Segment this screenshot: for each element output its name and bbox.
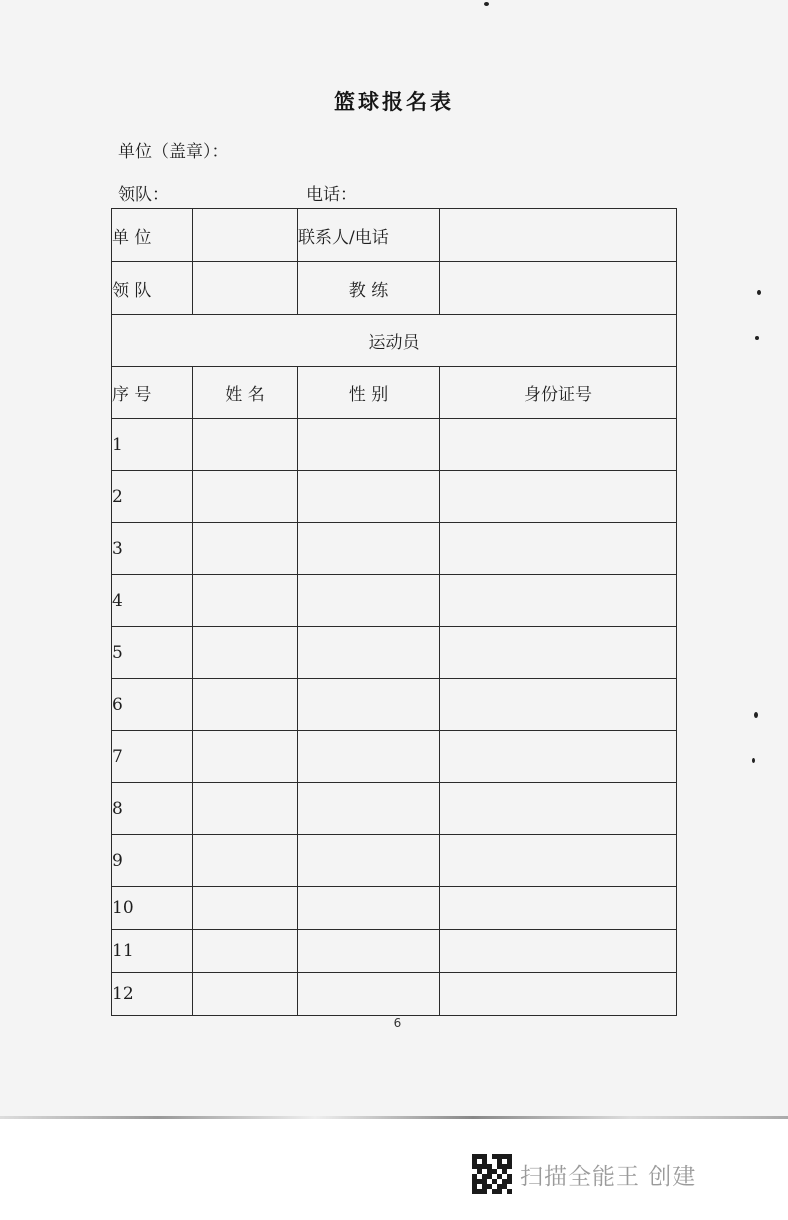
page-number: 6: [393, 1016, 402, 1030]
row-number: 11: [112, 930, 193, 973]
row-number: 1: [112, 419, 193, 471]
table-row: [112, 523, 677, 575]
table-row: [112, 835, 677, 887]
table-row: [112, 575, 677, 627]
leader-row: [112, 262, 677, 315]
row-number: 8: [112, 783, 193, 835]
table-row: [112, 419, 677, 471]
athletes-section-heading: 运动员: [112, 315, 677, 367]
athletes-header-row: [112, 367, 677, 419]
table-row: [112, 679, 677, 731]
row-number: 10: [112, 887, 193, 930]
page-bottom-edge: [0, 1116, 788, 1119]
scan-speck: [755, 336, 759, 340]
header-seq: 序 号: [112, 367, 193, 419]
table-row: [112, 930, 677, 973]
row-number: 6: [112, 679, 193, 731]
scan-speck: [754, 712, 758, 718]
athletes-section-row: [112, 315, 677, 367]
team-leader-label: 领队：: [118, 185, 169, 205]
table-row: [112, 627, 677, 679]
leader-cell-label: 领 队: [112, 262, 193, 315]
row-number: 2: [112, 471, 193, 523]
page-title: 篮球报名表: [334, 89, 454, 114]
table-row: [112, 731, 677, 783]
row-number: 9: [112, 835, 193, 887]
qr-code-icon: [472, 1154, 512, 1194]
scan-speck: [752, 758, 755, 763]
table-row: [112, 973, 677, 1016]
row-number: 5: [112, 627, 193, 679]
table-row: [112, 471, 677, 523]
scan-speck: [484, 2, 489, 6]
header-gender: 性 别: [298, 367, 440, 419]
unit-cell-label: 单 位: [112, 209, 193, 262]
contact-value-cell: [440, 209, 677, 262]
row-number: 12: [112, 973, 193, 1016]
leader-value-cell: [193, 262, 298, 315]
row-number: 4: [112, 575, 193, 627]
table-row: [112, 887, 677, 930]
registration-table: [111, 208, 677, 1016]
table-row: [112, 783, 677, 835]
scan-speck: [757, 290, 761, 295]
unit-value-cell: [193, 209, 298, 262]
watermark-text: 扫描全能王 创建: [520, 1163, 697, 1190]
scanner-watermark: [472, 1153, 696, 1195]
header-id-number: 身份证号: [440, 367, 677, 419]
unit-stamp-label: 单位（盖章）：: [118, 142, 229, 162]
row-number: 7: [112, 731, 193, 783]
header-name: 姓 名: [193, 367, 298, 419]
unit-row: [112, 209, 677, 262]
phone-label: 电话：: [306, 185, 357, 205]
coach-cell-label: 教 练: [298, 262, 440, 315]
row-number: 3: [112, 523, 193, 575]
contact-cell-label: 联系人/电话: [298, 209, 440, 262]
coach-value-cell: [440, 262, 677, 315]
